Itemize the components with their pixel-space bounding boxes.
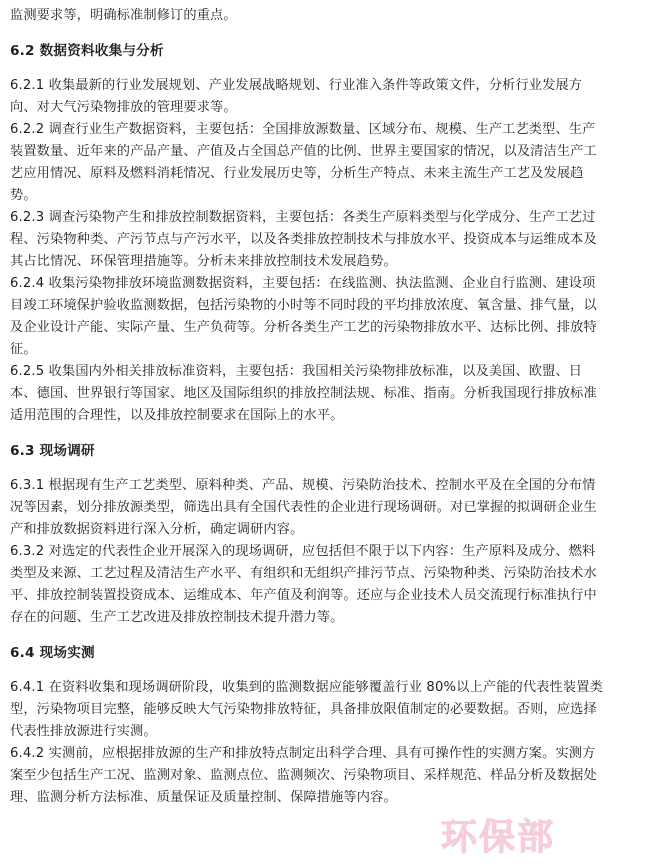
paragraph-line: 目竣工环境保护验收监测数据，包括污染物的小时等不同时段的平均排放浓度、氧含量、排气量，以 [10, 298, 597, 313]
paragraph [10, 361, 635, 427]
paragraph-line: 产和排放数据资料进行深入分析，确定调研内容。 [10, 522, 304, 537]
paragraph-line: 平、排放控制装置投资成本、运维成本、年产值及利润等。还应与企业技术人员交流现行标准执行中 [10, 588, 597, 603]
paragraph [10, 119, 635, 207]
paragraph-line: 其占比情况、环保管理措施等。分析未来排放控制技术发展趋势。 [10, 254, 397, 269]
paragraph [10, 541, 635, 629]
paragraph-line: 本、德国、世界银行等国家、地区及国际组织的排放控制法规、标准、指南。分析我国现行排放标准 [10, 386, 597, 401]
paragraph-line: 向、对大气污染物排放的管理要求等。 [10, 100, 237, 115]
paragraph-line: 6.3.2 对选定的代表性企业开展深入的现场调研，应包括但不限于以下内容：生产原料及成分、燃料 [10, 544, 596, 559]
watermark-logo [437, 813, 637, 857]
paragraph-line: 势。 [10, 188, 37, 203]
paragraph [10, 743, 635, 809]
paragraph-line: 6.4.1 在资料收集和现场调研阶段，收集到的监测数据应能够覆盖行业 80%以上产能的代表性装置类 [10, 680, 603, 695]
paragraph-line: 艺应用情况、原料及燃料消耗情况、行业发展历史等，分析生产特点、未来主流生产工艺及发展趋 [10, 166, 584, 181]
paragraph-line: 型，污染物项目完整，能够反映大气污染物排放特征，具备排放限值制定的必要数据。否则，应选择 [10, 702, 597, 717]
paragraph-line: 6.2.1 收集最新的行业发展规划、产业发展战略规划、行业准入条件等政策文件，分析行业发展方 [10, 78, 583, 93]
paragraph-line: 及企业设计产能、实际产量、生产负荷等。分析各类生产工艺的污染物排放水平、达标比例、排放特 [10, 320, 597, 335]
paragraph-line: 理、监测分析方法标准、质量保证及质量控制、保障措施等内容。 [10, 790, 397, 805]
watermark-text: 环保部 [441, 817, 556, 857]
paragraph-line: 6.4.2 实测前，应根据排放源的生产和排放特点制定出科学合理、具有可操作性的实测方案。实测方 [10, 746, 596, 761]
top-line: 监测要求等，明确标准制修订的重点。 [10, 8, 237, 23]
paragraph-line: 况等因素，划分排放源类型，筛选出具有全国代表性的企业进行现场调研。对已掌握的拟调研企业生 [10, 500, 597, 515]
section-heading: 6.2 数据资料收集与分析 [10, 43, 164, 59]
paragraph-line: 6.3.1 根据现有生产工艺类型、原料种类、产品、规模、污染防治技术、控制水平及在全国的分布情 [10, 478, 596, 493]
paragraph-line: 代表性排放源进行实测。 [10, 724, 157, 739]
paragraph-line: 装置数量、近年来的产品产量、产值及占全国总产值的比例、世界主要国家的情况，以及清洁生产工 [10, 144, 597, 159]
paragraph-line: 程、污染物种类、产污节点与产污水平，以及各类排放控制技术与排放水平、投资成本与运维成本及 [10, 232, 597, 247]
paragraph [10, 207, 635, 273]
paragraph-line: 征。 [10, 342, 37, 357]
section-heading: 6.4 现场实测 [10, 645, 95, 661]
paragraph-line: 6.2.4 收集污染物排放环境监测数据资料，主要包括：在线监测、执法监测、企业自行监测、建设项 [10, 276, 596, 291]
paragraph-line: 案至少包括生产工况、监测对象、监测点位、监测频次、污染物项目、采样规范、样品分析及数据处 [10, 768, 597, 783]
paragraph [10, 475, 635, 541]
paragraph [10, 273, 635, 361]
section-heading: 6.3 现场调研 [10, 443, 95, 459]
paragraph-line: 类型及来源、工艺过程及清洁生产水平、有组织和无组织产排污节点、污染物种类、污染防治技术水 [10, 566, 597, 581]
document-body [10, 40, 635, 809]
paragraph [10, 75, 635, 119]
paragraph [10, 677, 635, 743]
paragraph-line: 6.2.3 调查污染物产生和排放控制数据资料，主要包括：各类生产原料类型与化学成分、生产工艺过 [10, 210, 596, 225]
paragraph-line: 6.2.2 调查行业生产数据资料，主要包括：全国排放源数量、区域分布、规模、生产工艺类型、生产 [10, 122, 596, 137]
paragraph-line: 存在的问题、生产工艺改进及排放控制技术提升潜力等。 [10, 610, 344, 625]
paragraph-line: 适用范围的合理性，以及排放控制要求在国际上的水平。 [10, 408, 344, 423]
paragraph-line: 6.2.5 收集国内外相关排放标准资料，主要包括：我国相关污染物排放标准，以及美国、欧盟、日 [10, 364, 583, 379]
